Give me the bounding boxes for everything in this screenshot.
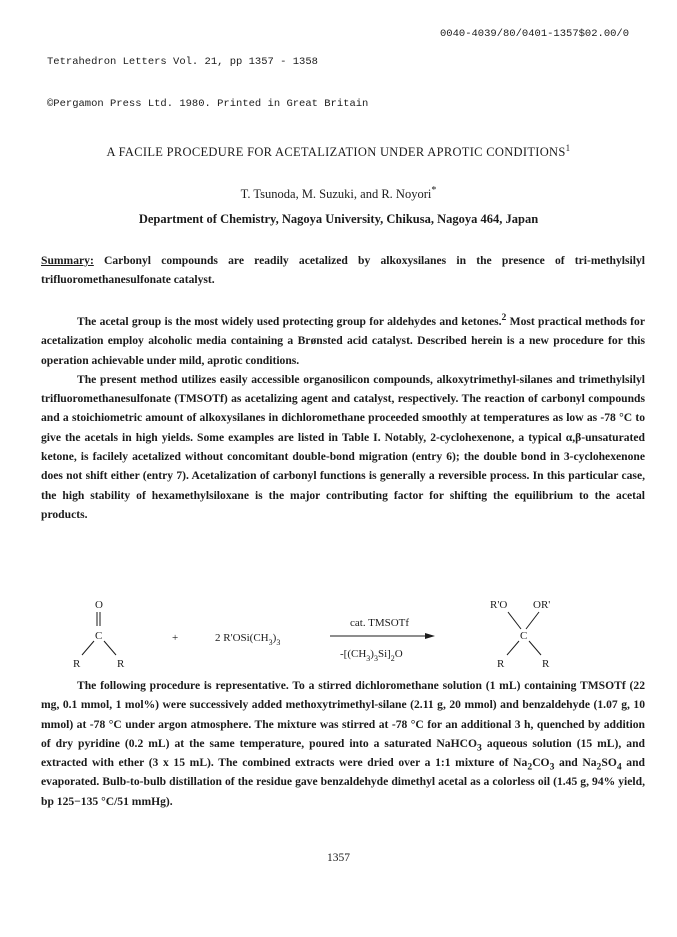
author-list <box>0 184 677 202</box>
product-r-right: R <box>542 658 550 669</box>
plus-sign: + <box>172 632 179 644</box>
paper-title <box>0 142 677 160</box>
subscript: 2 <box>527 761 533 773</box>
subscript: 3 <box>549 761 555 773</box>
journal-header <box>47 27 368 125</box>
corresponding-mark: * <box>431 184 437 196</box>
intro-paragraph <box>41 312 645 370</box>
carbonyl-oxygen: O <box>95 599 103 611</box>
title-footnote-mark: 1 <box>565 142 571 153</box>
summary-text: Carbonyl compounds are readily acetalized by alkoxysilanes in the presence of tri-methylsilyl trifluoromethanesulfonate catalyst. <box>41 254 645 287</box>
summary-paragraph <box>41 251 645 290</box>
title-text: A FACILE PROCEDURE FOR ACETALIZATION UNDER APROTIC CONDITIONS <box>106 145 566 159</box>
product-alkoxy-right: OR' <box>533 599 551 611</box>
authors-text: T. Tsunoda, M. Suzuki, and R. Noyori <box>240 187 432 201</box>
product-carbon: C <box>520 630 528 642</box>
subscript: 3 <box>477 742 482 754</box>
substituent-r-left: R <box>73 658 81 669</box>
reference-mark: 2 <box>501 312 507 324</box>
product-r-left: R <box>497 658 505 669</box>
product-bond-upper-left <box>508 612 521 629</box>
procedure-text-f: and evaporated. Bulb-to-bulb distillation of the residue gave benzaldehyde dimethyl acetal as a colorless oil (1.45 g, 94% yield, bp 125−135 °C/51 mmHg). <box>41 756 646 808</box>
reaction-arrow-head <box>425 633 435 639</box>
procedure-text-a: The following procedure is representative. To a stirred dichloromethane solution (1 mL) containing TMSOTf (22 mg, 0.1 mmol, 1 mol%) were successively added methoxytrimethyl-silane (2.11 g, 20 mmol) and benzaldehyde (1.07 g, 10 mmol) at -78 °C under argon atmosphere. The mixture was stirred at -78 °C for an additional 3 h, quenched by addition of dry pyridine (0.2 mL) at the same temperature, poured into a saturated NaHCO <box>41 679 645 750</box>
arrow-condition-above: cat. TMSOTf <box>350 617 410 629</box>
intro-text-a: The acetal group is the most widely used protecting group for aldehydes and ketones. <box>77 315 502 328</box>
right-bond <box>104 641 116 655</box>
affiliation: Department of Chemistry, Nagoya University, Chikusa, Nagoya 464, Japan <box>138 212 539 226</box>
journal-line: Tetrahedron Letters Vol. 21, pp 1357 - 1358 <box>47 56 318 68</box>
body-text <box>41 312 645 524</box>
carbonyl-carbon: C <box>95 630 103 642</box>
procedure-text-e: SO <box>601 756 617 770</box>
product-bond-lower-right <box>529 641 541 655</box>
method-paragraph: The present method utilizes easily accessible organosilicon compounds, alkoxytrimethyl-silanes and trimethylsilyl trifluoromethanesulfonate (TMSOTf) as acetalizing agent and catalyst, respectively. The reaction of carbonyl compounds and a stoichiometric amount of alkoxysilanes in dichloromethane proceeded smoothly at temperatures as low as -78 °C to give the acetals in high yields. Some examples are listed in Table I. Notably, 2-cyclohexenone, a typical α,β-unsaturated ketone, is facilely acetalized without concomitant double-bond migration (entry 6); the double bond in 3-cyclohexenone does not shift either (entry 7). Acetalization of carbonyl functions is generally a reversible process. In this particular case, the high stability of hexamethylsiloxane is the major contributing factor for shifting the equilibrium to the acetal products. <box>41 372 645 521</box>
procedure-text-b: aqueous solution (15 mL), and extracted with ether (3 x 15 mL). The combined extracts were dried over a 1:1 mixture of Na <box>41 736 645 770</box>
intro-text-b: Most practical methods for acetalization employ alcoholic media containing a Brønsted acid catalyst. Described herein is a new procedure for this operation achievable under mild, aprotic conditions. <box>41 315 645 367</box>
arrow-condition-below: $-[(CH_3)_3Si]_2O$ <box>340 648 403 663</box>
product-bond-lower-left <box>507 641 519 655</box>
subscript: 4 <box>616 761 622 773</box>
article-code: 0040-4039/80/0401-1357$02.00/0 <box>440 28 630 40</box>
product-alkoxy-left: R'O <box>490 599 508 611</box>
summary-label: Summary: <box>41 254 94 267</box>
procedure-text-d: and Na <box>554 756 597 770</box>
silane-reagent: 2 $R'OSi(CH_3)_3$ <box>215 632 281 647</box>
publisher-line: ©Pergamon Press Ltd. 1980. Printed in Great Britain <box>47 98 369 110</box>
left-bond <box>82 641 94 655</box>
procedure-text-c: CO <box>532 756 550 770</box>
page-number: 1357 <box>327 852 350 864</box>
subscript: 2 <box>596 761 602 773</box>
substituent-r-right: R <box>117 658 125 669</box>
reaction-scheme <box>40 599 640 669</box>
product-bond-upper-right <box>526 612 539 629</box>
procedure-paragraph <box>41 676 645 811</box>
